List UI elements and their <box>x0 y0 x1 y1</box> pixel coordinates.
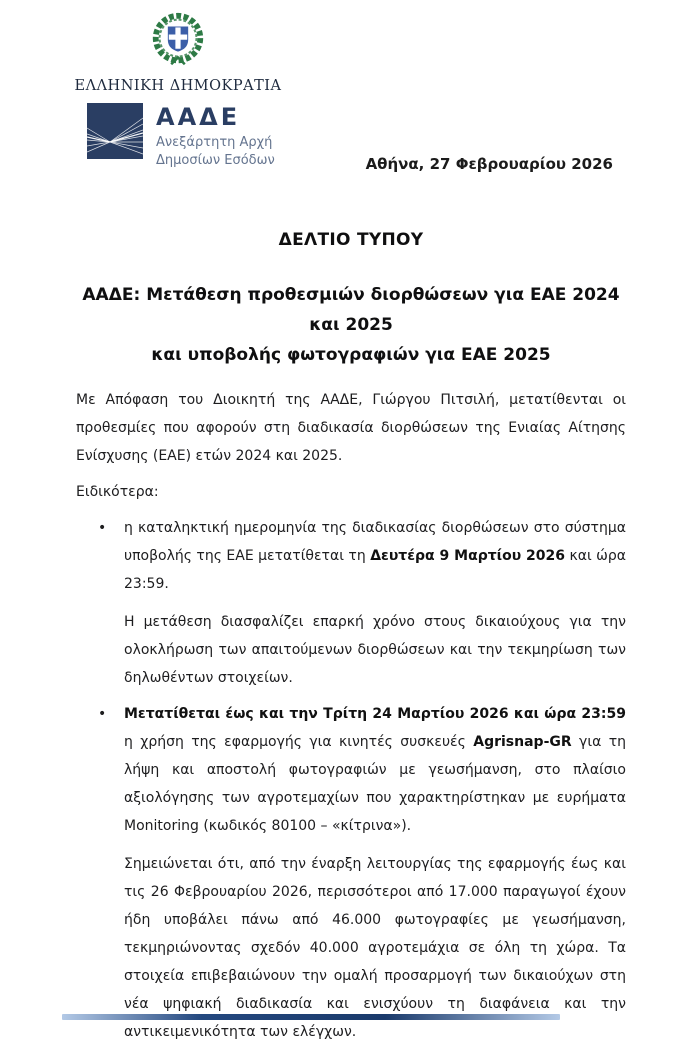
hellenic-republic-emblem-icon <box>147 10 209 76</box>
bullet-list <box>76 514 626 1046</box>
bullet1-paragraph: η καταληκτική ημερομηνία της διαδικασίας διορθώσεων στο σύστημα υποβολής της ΕΑΕ μετατίθεται τη Δευτέρα 9 Μαρτίου 2026 και ώρα 23:59. <box>124 520 627 592</box>
title-line-1: ΑΑΔΕ: Μετάθεση προθεσμιών διορθώσεων για ΕΑΕ 2024 και 2025 <box>82 285 620 335</box>
bullet-icon: • <box>98 520 107 536</box>
press-release-kicker: ΔΕΛΤΙΟ ΤΥΠΟΥ <box>278 230 424 250</box>
national-header <box>58 10 298 94</box>
bullet-icon: • <box>98 706 107 722</box>
list-item <box>76 514 626 692</box>
bullet2-paragraph: Μετατίθεται έως και την Τρίτη 24 Μαρτίου 2026 και ώρα 23:59 η χρήση της εφαρμογής για κινητές συσκευές Agrisnap-GR για τη λήψη και αποστολή φωτογραφιών με γεωσήμανση, στο πλαίσιο αξιολόγησης των αγροτεμαχίων που χαρακτηρίστηκαν με ευρήματα Monitoring (κωδικός 80100 – «κίτρινα»). <box>124 706 627 834</box>
footer-accent-bar <box>62 1014 560 1020</box>
aade-subtitle-line2: Δημοσίων Εσόδων <box>156 152 275 168</box>
list-item <box>76 700 626 1046</box>
aade-subtitle-line1: Ανεξάρτητη Αρχή <box>156 135 273 150</box>
page-title <box>76 280 626 370</box>
dateline: Αθήνα, 27 Φεβρουαρίου 2026 <box>365 155 613 173</box>
aade-acronym: ΑΑΔΕ <box>156 103 241 131</box>
title-line-2: και υποβολής φωτογραφιών για ΕΑΕ 2025 <box>151 345 551 365</box>
intro-paragraph: Με Απόφαση του Διοικητή της ΑΑΔΕ, Γιώργου Πιτσιλή, μετατίθενται οι προθεσμίες που αφορούν στη διαδικασία διορθώσεων της Ενιαίας Αίτησης Ενίσχυσης (ΕΑΕ) ετών 2024 και 2025. <box>76 392 626 464</box>
bullet2-followup-paragraph: Σημειώνεται ότι, από την έναρξη λειτουργίας της εφαρμογής έως και τις 26 Φεβρουαρίου 2026, περισσότεροι από 17.000 παραγωγοί έχουν ήδη υποβάλει πάνω από 46.000 φωτογραφίες με γεωσήμανση, τεκμηριώνοντας σχεδόν 40.000 αγροτεμάχια σε όλη τη χώρα. Τα στοιχεία επιβεβαιώνουν την ομαλή προσαρμογή των δικαιούχων στη νέα ψηφιακή διαδικασία και ενισχύουν τη διαφάνεια και την αντικειμενικότητα των ελέγχων. <box>124 856 626 1040</box>
republic-title: ΕΛΛΗΝΙΚΗ ΔΗΜΟΚΡΑΤΙΑ <box>74 78 282 94</box>
bullet1-followup-paragraph: Η μετάθεση διασφαλίζει επαρκή χρόνο στους δικαιούχους για την ολοκλήρωση των απαιτούμενων διορθώσεων και την τεκμηρίωση των δηλωθέντων στοιχείων. <box>124 614 626 686</box>
specifics-label: Ειδικότερα: <box>76 484 159 500</box>
aade-light-rays-icon <box>87 103 143 159</box>
aade-logo <box>87 103 275 169</box>
press-release-body <box>76 226 626 1046</box>
